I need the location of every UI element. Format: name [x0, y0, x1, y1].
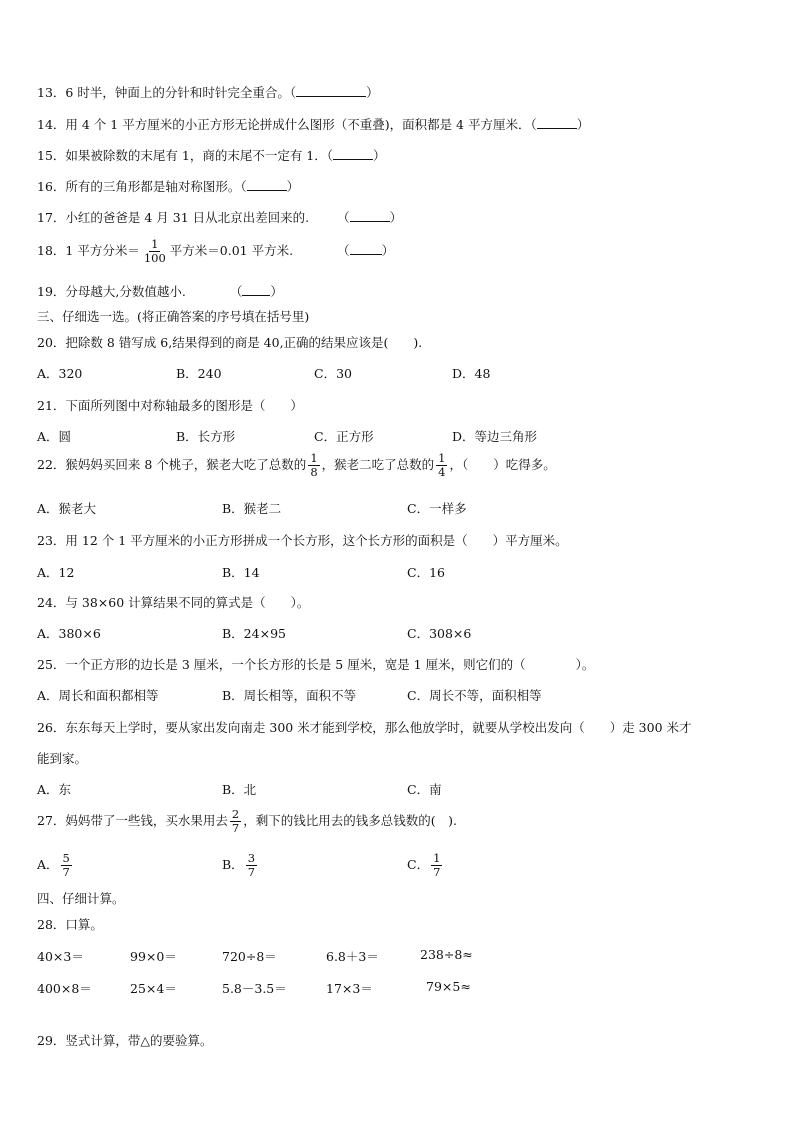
option-c[interactable]: C．308×6	[407, 626, 472, 641]
option-c[interactable]: C． $\frac{1}{7}$	[407, 851, 441, 879]
question-20: 20．把除数 8 错写成 6,结果得到的商是 40,正确的结果应该是( ).	[37, 335, 423, 350]
option-c[interactable]: C．16	[407, 565, 445, 580]
answer-blank[interactable]	[350, 244, 382, 255]
option-c[interactable]: C．一样多	[407, 501, 467, 516]
option-b[interactable]: B．14	[222, 565, 260, 580]
question-24: 24．与 38×60 计算结果不同的算式是（ ）。	[37, 595, 310, 610]
option-b[interactable]: B．240	[176, 366, 222, 381]
question-19: 19．分母越大,分数值越小. （ ）	[37, 284, 283, 299]
option-a[interactable]: A．猴老大	[37, 501, 97, 516]
question-21: 21．下面所列图中对称轴最多的图形是（ ）	[37, 398, 303, 413]
option-c[interactable]: C．正方形	[314, 429, 374, 444]
calc-item: 17×3＝	[326, 981, 373, 996]
calc-item: 5.8－3.5＝	[222, 981, 287, 996]
fraction: $\frac{1}{7}$	[433, 851, 441, 879]
option-a[interactable]: A．12	[37, 565, 75, 580]
calc-item: 238÷8≈	[420, 947, 473, 962]
question-16: 16．所有的三角形都是轴对称图形。（ ）	[37, 179, 300, 194]
option-a[interactable]: A．东	[37, 782, 72, 797]
fraction: $\frac{1}{4}$	[438, 451, 446, 479]
option-a[interactable]: A．380×6	[37, 626, 101, 641]
question-25: 25．一个正方形的边长是 3 厘米，一个长方形的长是 5 厘米，宽是 1 厘米，则它们的（ ）。	[37, 657, 595, 672]
option-b[interactable]: B．猴老二	[222, 501, 282, 516]
calc-item: 400×8＝	[37, 981, 92, 996]
fraction: $\frac{5}{7}$	[62, 851, 70, 879]
question-23: 23．用 12 个 1 平方厘米的小正方形拼成一个长方形，这个长方形的面积是（ ）平方厘米。	[37, 533, 568, 548]
question-26-line2: 能到家。	[37, 751, 88, 766]
fraction: $\frac{2}{7}$	[231, 807, 240, 835]
question-18: 18．1 平方分米＝ $\frac{1}{100}$ 平方米＝0.01 平方米. （ ）	[37, 237, 395, 265]
option-c[interactable]: C．周长不等，面积相等	[407, 688, 542, 703]
option-a[interactable]: A．圆	[37, 429, 72, 444]
answer-blank[interactable]	[333, 149, 373, 160]
calc-item: 720÷8＝	[222, 949, 277, 964]
option-d[interactable]: D．48	[452, 366, 491, 381]
option-b[interactable]: B．周长相等，面积不等	[222, 688, 357, 703]
option-a[interactable]: A．周长和面积都相等	[37, 688, 159, 703]
option-b[interactable]: B．24×95	[222, 626, 286, 641]
question-26-line1: 26．东东每天上学时，要从家出发向南走 300 米才能到学校，那么他放学时，就要从学校出发向（ ）走 300 米才	[37, 720, 692, 735]
option-d[interactable]: D．等边三角形	[452, 429, 538, 444]
option-b[interactable]: B． $\frac{3}{7}$	[222, 851, 256, 879]
answer-blank[interactable]	[296, 86, 366, 97]
question-28-title: 28．口算。	[37, 917, 103, 932]
question-22: 22．猴妈妈买回来 8 个桃子，猴老大吃了总数的 $\frac{1}{8}$ ，猴老二吃了总数的 $\frac{1}{4}$ ，（ ）吃得多。	[37, 451, 556, 479]
option-a[interactable]: A．320	[37, 366, 83, 381]
section-title-calc: 四、仔细计算。	[37, 891, 125, 906]
answer-blank[interactable]	[242, 285, 270, 296]
fraction: $\frac{1}{8}$	[310, 451, 318, 479]
option-b[interactable]: B．北	[222, 782, 257, 797]
section-title-choice: 三、仔细选一选。(将正确答案的序号填在括号里)	[37, 309, 310, 324]
question-13: 13．6 时半，钟面上的分针和时针完全重合。（ ）	[37, 85, 379, 100]
calc-item: 6.8＋3＝	[326, 949, 379, 964]
option-c[interactable]: C．南	[407, 782, 442, 797]
calc-item: 25×4＝	[130, 981, 177, 996]
answer-blank[interactable]	[350, 211, 390, 222]
fraction: $\frac{3}{7}$	[247, 851, 256, 879]
answer-blank[interactable]	[537, 118, 577, 129]
calc-item: 79×5≈	[426, 979, 471, 994]
option-b[interactable]: B．长方形	[176, 429, 236, 444]
option-c[interactable]: C．30	[314, 366, 352, 381]
calc-item: 40×3＝	[37, 949, 84, 964]
question-29-title: 29．竖式计算，带△的要验算。	[37, 1033, 213, 1048]
question-27: 27．妈妈带了一些钱，买水果用去 $\frac{2}{7}$ ，剩下的钱比用去的钱多总钱数的( ).	[37, 807, 457, 835]
answer-blank[interactable]	[247, 180, 287, 191]
option-a[interactable]: A． $\frac{5}{7}$	[37, 851, 70, 879]
question-15: 15．如果被除数的末尾有 1，商的末尾不一定有 1．（ ）	[37, 148, 386, 163]
fraction: $\frac{1}{100}$	[143, 237, 166, 265]
question-14: 14．用 4 个 1 平方厘米的小正方形无论拼成什么图形（不重叠)，面积都是 4 平方厘米．（ ）	[37, 117, 590, 132]
question-17: 17．小红的爸爸是 4 月 31 日从北京出差回来的. （ ）	[37, 210, 403, 225]
calc-item: 99×0＝	[130, 949, 177, 964]
